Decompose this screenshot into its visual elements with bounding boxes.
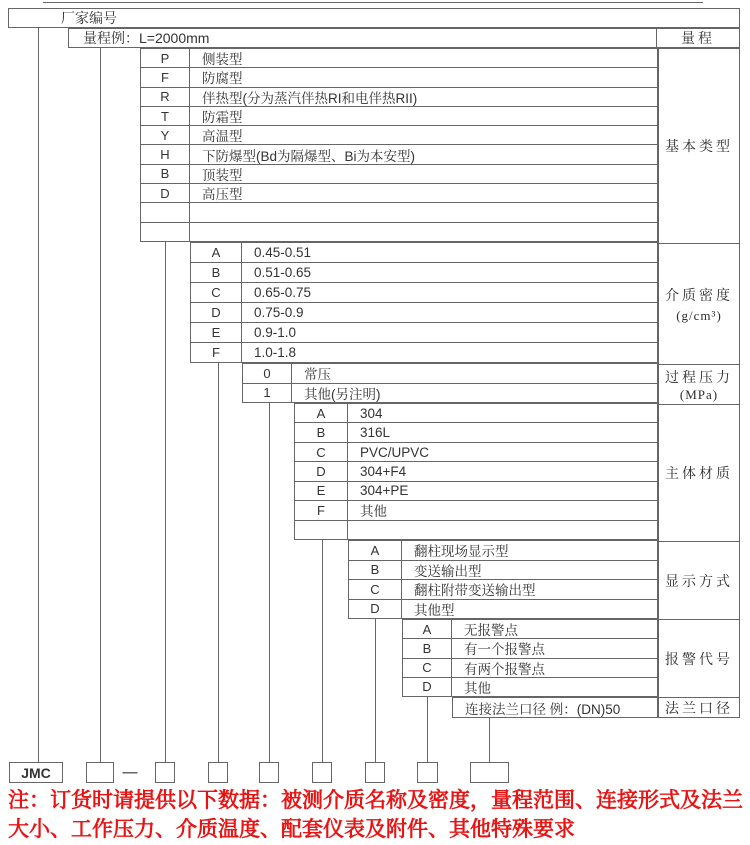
table-row	[295, 404, 657, 422]
manufacturer-code-row	[8, 8, 740, 28]
table-row	[243, 383, 657, 403]
desc-cell: 翻柱现场显示型	[414, 544, 509, 560]
table-row	[349, 599, 657, 619]
code-cell: F	[191, 343, 242, 362]
basic-type-table	[140, 48, 658, 242]
desc-cell: 304+PE	[360, 483, 409, 499]
code-cell: B	[191, 263, 242, 282]
desc-cell: 下防爆型(Bd为隔爆型、Bi为本安型)	[202, 148, 416, 164]
table-row	[403, 638, 657, 657]
model-code-box-basic-type	[155, 762, 175, 783]
code-cell: B	[295, 423, 348, 441]
connector-line-body-material	[322, 540, 323, 762]
category-label-text: 显示方式	[665, 574, 733, 590]
table-row	[191, 342, 657, 362]
table-row	[141, 125, 657, 144]
code-cell: E	[295, 482, 348, 500]
code-cell: P	[141, 49, 190, 67]
category-label-flange-size	[659, 697, 739, 717]
table-row	[191, 282, 657, 302]
code-cell: D	[295, 462, 348, 480]
desc-cell: 有两个报警点	[464, 661, 545, 677]
code-cell: B	[349, 561, 402, 580]
model-code-separator: —	[122, 764, 138, 781]
desc-cell: 0.9-1.0	[254, 325, 297, 340]
model-code-box-display-mode	[365, 762, 385, 783]
table-row	[295, 422, 657, 441]
code-cell: A	[295, 404, 348, 422]
connector-line-alarm-code	[427, 697, 428, 762]
order-note-line1: 注：订货时请提供以下数据：被测介质名称及密度，量程范围、连接形式及法兰	[8, 789, 743, 812]
desc-cell: 常压	[304, 367, 331, 383]
process-pressure-table	[242, 363, 658, 403]
desc-cell: 防腐型	[202, 71, 243, 87]
table-row	[453, 698, 657, 717]
table-row	[403, 677, 657, 696]
range-example-text: 量程例：L=2000mm	[83, 30, 210, 46]
desc-cell: 304+F4	[360, 463, 407, 479]
table-row	[349, 560, 657, 580]
model-code-box-process-pressure	[259, 762, 279, 783]
code-cell: A	[403, 620, 452, 638]
code-cell: 0	[243, 364, 292, 383]
table-row	[141, 222, 657, 241]
connector-line-display-mode	[375, 619, 376, 762]
category-label-text: 法兰口径	[665, 701, 733, 717]
connector-line-flange-size	[489, 718, 490, 762]
code-cell: A	[349, 541, 402, 560]
desc-cell: 316L	[360, 425, 391, 441]
table-row	[141, 49, 657, 67]
category-label-unit: (MPa)	[679, 386, 719, 402]
desc-cell: 304	[360, 405, 383, 421]
table-row	[191, 243, 657, 262]
table-row	[349, 541, 657, 560]
connector-line-manufacturer	[38, 28, 39, 762]
table-row	[295, 442, 657, 461]
display-mode-table	[348, 540, 658, 619]
table-row	[141, 87, 657, 106]
code-cell: D	[141, 184, 190, 202]
desc-cell: 连接法兰口径 例：(DN)50	[465, 701, 621, 717]
medium-density-table	[190, 242, 658, 363]
manufacturer-code-label: 厂家编号	[61, 10, 117, 26]
desc-cell: PVC/UPVC	[360, 444, 430, 460]
table-row	[403, 620, 657, 638]
model-code-box-body-material	[312, 762, 332, 783]
desc-cell: 高温型	[202, 129, 243, 145]
code-cell: D	[403, 678, 452, 696]
table-row	[141, 183, 657, 202]
category-label-text: 基本类型	[665, 140, 733, 155]
table-row	[191, 322, 657, 342]
code-cell: E	[191, 323, 242, 342]
category-label-alarm-code	[659, 619, 739, 697]
order-note	[8, 786, 748, 844]
code-cell	[141, 223, 190, 241]
desc-cell: 其他	[464, 680, 491, 696]
code-cell: C	[403, 659, 452, 677]
desc-cell: 0.51-0.65	[254, 265, 312, 280]
category-label-display-mode	[659, 541, 739, 619]
table-row	[141, 106, 657, 125]
model-prefix-box: JMC	[9, 762, 63, 783]
category-label-text: 过程压力	[665, 370, 733, 386]
alarm-code-table	[402, 619, 658, 697]
code-cell: B	[141, 165, 190, 183]
code-cell	[141, 203, 190, 221]
code-cell: F	[141, 68, 190, 86]
table-row	[141, 164, 657, 183]
page-top-border	[43, 2, 703, 3]
model-code-box-range	[86, 762, 114, 783]
connector-line-process-pressure	[269, 403, 270, 762]
table-row	[295, 500, 657, 519]
body-material-table	[294, 403, 658, 540]
connector-line-range	[100, 48, 101, 762]
code-cell: Y	[141, 126, 190, 144]
range-example-row	[68, 28, 740, 48]
code-cell: C	[191, 283, 242, 302]
table-row	[349, 579, 657, 599]
desc-cell: 顶装型	[202, 167, 243, 183]
desc-cell: 0.45-0.51	[254, 245, 312, 260]
desc-cell	[190, 203, 657, 221]
code-cell: D	[191, 303, 242, 322]
model-code-box-medium-density	[208, 762, 228, 783]
category-label-body-material	[659, 404, 739, 541]
table-row	[141, 202, 657, 221]
desc-cell: 高压型	[202, 187, 243, 203]
category-label-text: 报警代号	[665, 652, 733, 668]
desc-cell: 伴热型(分为蒸汽伴热RI和电伴热RII)	[202, 90, 418, 106]
desc-cell: 其他(另注明)	[304, 386, 381, 402]
code-cell: B	[403, 639, 452, 657]
desc-cell: 侧装型	[202, 52, 243, 68]
category-label-unit: (g/cm³)	[676, 307, 722, 323]
code-cell: D	[349, 600, 402, 619]
category-label-text: 介质密度	[665, 288, 733, 304]
table-row	[243, 364, 657, 383]
range-category-label: 量程	[656, 29, 739, 47]
desc-cell: 翻柱附带变送输出型	[414, 583, 536, 599]
flange-size-table	[452, 697, 658, 718]
desc-cell: 无报警点	[464, 623, 518, 639]
model-code-box-alarm-code	[417, 762, 438, 783]
category-label-medium-density	[659, 243, 739, 364]
category-label-basic-type	[659, 49, 739, 243]
table-row	[295, 520, 657, 539]
desc-cell: 1.0-1.8	[254, 345, 297, 360]
table-row	[295, 481, 657, 500]
connector-line-basic-type	[165, 242, 166, 762]
order-note-line2: 大小、工作压力、介质温度、配套仪表及附件、其他特殊要求	[8, 818, 575, 841]
code-cell: C	[295, 443, 348, 461]
table-row	[141, 144, 657, 163]
category-label-process-pressure	[659, 364, 739, 404]
desc-cell: 有一个报警点	[464, 642, 545, 658]
desc-cell: 0.65-0.75	[254, 285, 312, 300]
table-row	[141, 67, 657, 86]
code-cell: T	[141, 107, 190, 125]
code-cell: F	[295, 501, 348, 519]
code-cell: H	[141, 145, 190, 163]
code-cell: A	[191, 243, 242, 262]
desc-cell: 变送输出型	[414, 563, 482, 579]
code-cell: 1	[243, 384, 292, 403]
code-cell	[295, 521, 348, 539]
desc-cell: 0.75-0.9	[254, 305, 304, 320]
desc-cell: 其他	[360, 504, 387, 520]
category-label-column	[658, 48, 740, 718]
code-cell: R	[141, 88, 190, 106]
connector-line-medium-density	[218, 363, 219, 762]
table-row	[191, 262, 657, 282]
desc-cell: 防霜型	[202, 110, 243, 126]
desc-cell: 其他型	[414, 602, 455, 618]
table-row	[191, 302, 657, 322]
table-row	[295, 461, 657, 480]
code-cell: C	[349, 580, 402, 599]
desc-cell	[190, 223, 657, 241]
category-label-text: 主体材质	[665, 467, 733, 482]
desc-cell	[348, 521, 657, 539]
table-row	[403, 658, 657, 677]
model-code-box-flange-size	[470, 762, 509, 783]
